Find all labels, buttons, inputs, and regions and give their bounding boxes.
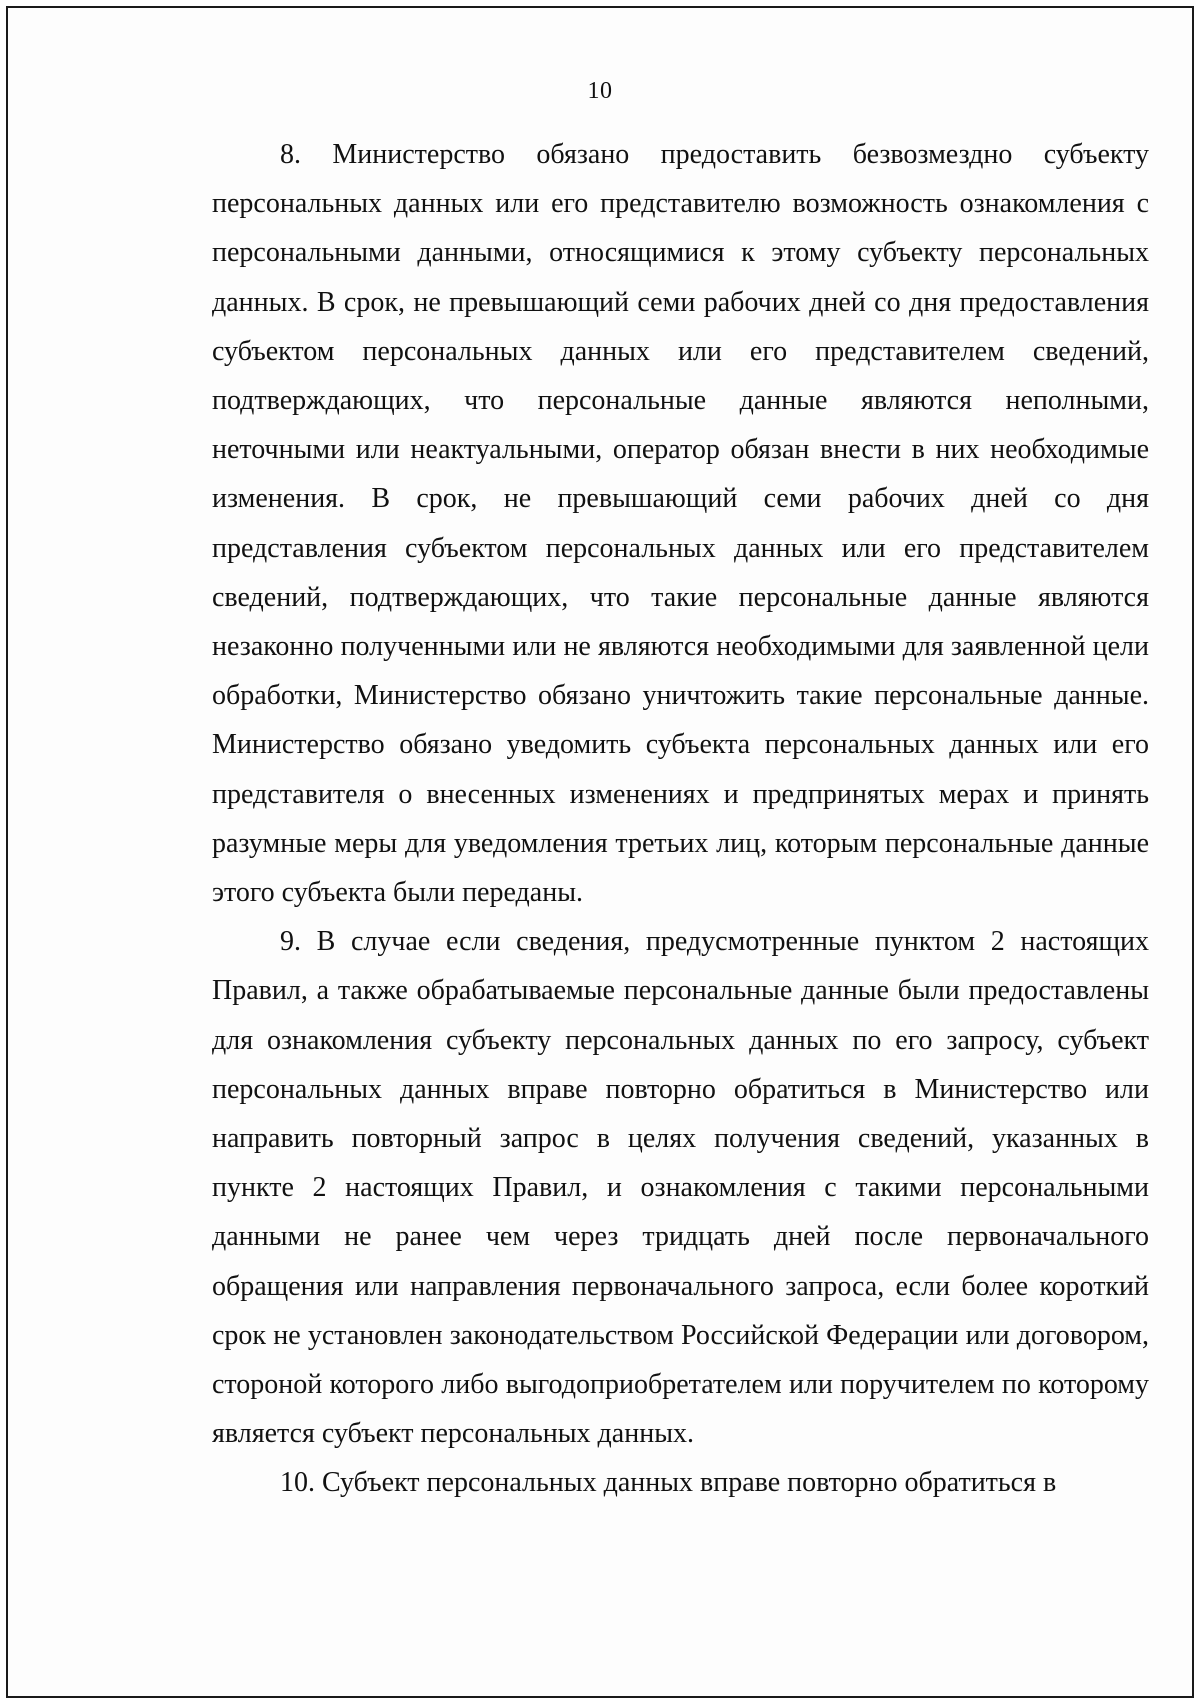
paragraph-10: 10. Субъект персональных данных вправе повторно обратиться в bbox=[280, 1467, 1057, 1499]
paragraph-9: 9. В случае если сведения, предусмотренные пунктом 2 настоящих Правил, а также обрабатываемые персональные данные были предоставлены для ознакомления субъекту персональных данных по его запросу, субъект персональных данных вправе повторно обратиться в Министерство или направить повторный запрос в целях получения сведений, указанных в пункте 2 настоящих Правил, и ознакомления с такими персональными данными не ранее чем через тридцать дней после первоначального обращения или направления первоначального запроса, если более короткий срок не установлен законодательством Российской Федерации или договором, стороной которого либо выгодоприобретателем или поручителем по которому является субъект персональных данных. bbox=[212, 926, 1149, 1450]
page-number: 10 bbox=[587, 78, 613, 104]
paragraph-8: 8. Министерство обязано предоставить безвозмездно субъекту персональных данных или его представителю возможность ознакомления с персональными данными, относящимися к этому субъекту персональных данных. В срок, не превышающий семи рабочих дней со дня предоставления субъектом персональных данных или его представителем сведений, подтверждающих, что персональные данные являются неполными, неточными или неактуальными, оператор обязан внести в них необходимые изменения. В срок, не превышающий семи рабочих дней со дня представления субъектом персональных данных или его представителем сведений, подтверждающих, что такие персональные данные являются незаконно полученными или не являются необходимыми для заявленной цели обработки, Министерство обязано уничтожить такие персональные данные. Министерство обязано уведомить субъекта персональных данных или его представителя о внесенных изменениях и предпринятых мерах и принять разумные меры для уведомления третьих лиц, которым персональные данные этого субъекта были переданы. bbox=[212, 139, 1149, 909]
document-body bbox=[212, 130, 1149, 1508]
